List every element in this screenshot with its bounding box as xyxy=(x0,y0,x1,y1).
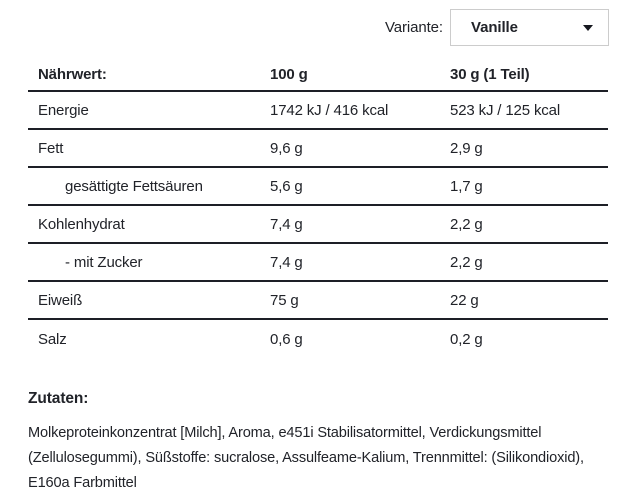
variant-selector-bar xyxy=(0,9,636,46)
table-row xyxy=(28,206,608,244)
value-per-100g: 9,6 g xyxy=(270,139,303,157)
value-per-30g: 22 g xyxy=(450,291,479,309)
value-per-30g: 2,9 g xyxy=(450,139,483,157)
header-nutrient: Nährwert: xyxy=(38,65,107,83)
value-per-30g: 2,2 g xyxy=(450,215,483,233)
table-row xyxy=(28,168,608,206)
variant-label: Variante: xyxy=(384,19,443,36)
table-row xyxy=(28,244,608,282)
value-per-30g: 1,7 g xyxy=(450,177,483,195)
nutrient-label: Energie xyxy=(38,101,89,119)
variant-dropdown[interactable] xyxy=(450,9,609,46)
value-per-100g: 5,6 g xyxy=(270,177,303,195)
table-row xyxy=(28,320,608,358)
value-per-100g: 7,4 g xyxy=(270,253,303,271)
table-row xyxy=(28,92,608,130)
value-per-100g: 7,4 g xyxy=(270,215,303,233)
nutrient-label: - mit Zucker xyxy=(65,253,143,271)
value-per-100g: 1742 kJ / 416 kcal xyxy=(270,101,389,119)
variant-dropdown-value: Vanille xyxy=(471,19,518,36)
value-per-100g: 0,6 g xyxy=(270,330,303,348)
nutrient-label: Kohlenhydrat xyxy=(38,215,125,233)
value-per-100g: 75 g xyxy=(270,291,299,309)
header-per-100g: 100 g xyxy=(270,65,308,83)
value-per-30g: 2,2 g xyxy=(450,253,483,271)
nutrient-label: gesättigte Fettsäuren xyxy=(65,177,203,195)
chevron-down-icon xyxy=(583,25,593,31)
ingredients-text: Molkeproteinkonzentrat [Milch], Aroma, e451i Stabilisatormittel, Verdickungsmittel (Zellulosegummi), Süßstoffe: sucralose, Assulfeame-Kalium, Trennmittel: (Silikondioxid), E160a Farbmittel xyxy=(28,425,584,491)
nutrient-label: Eiweiß xyxy=(38,291,83,309)
nutrient-label: Fett xyxy=(38,139,64,157)
table-row xyxy=(28,130,608,168)
table-row xyxy=(28,282,608,320)
value-per-30g: 523 kJ / 125 kcal xyxy=(450,101,561,119)
nutrition-rows xyxy=(28,92,608,358)
nutrition-table xyxy=(28,58,608,358)
nutrient-label: Salz xyxy=(38,330,67,348)
header-per-30g: 30 g (1 Teil) xyxy=(450,65,530,83)
ingredients-heading: Zutaten: xyxy=(28,390,89,407)
nutrition-table-header xyxy=(28,58,608,92)
value-per-30g: 0,2 g xyxy=(450,330,483,348)
